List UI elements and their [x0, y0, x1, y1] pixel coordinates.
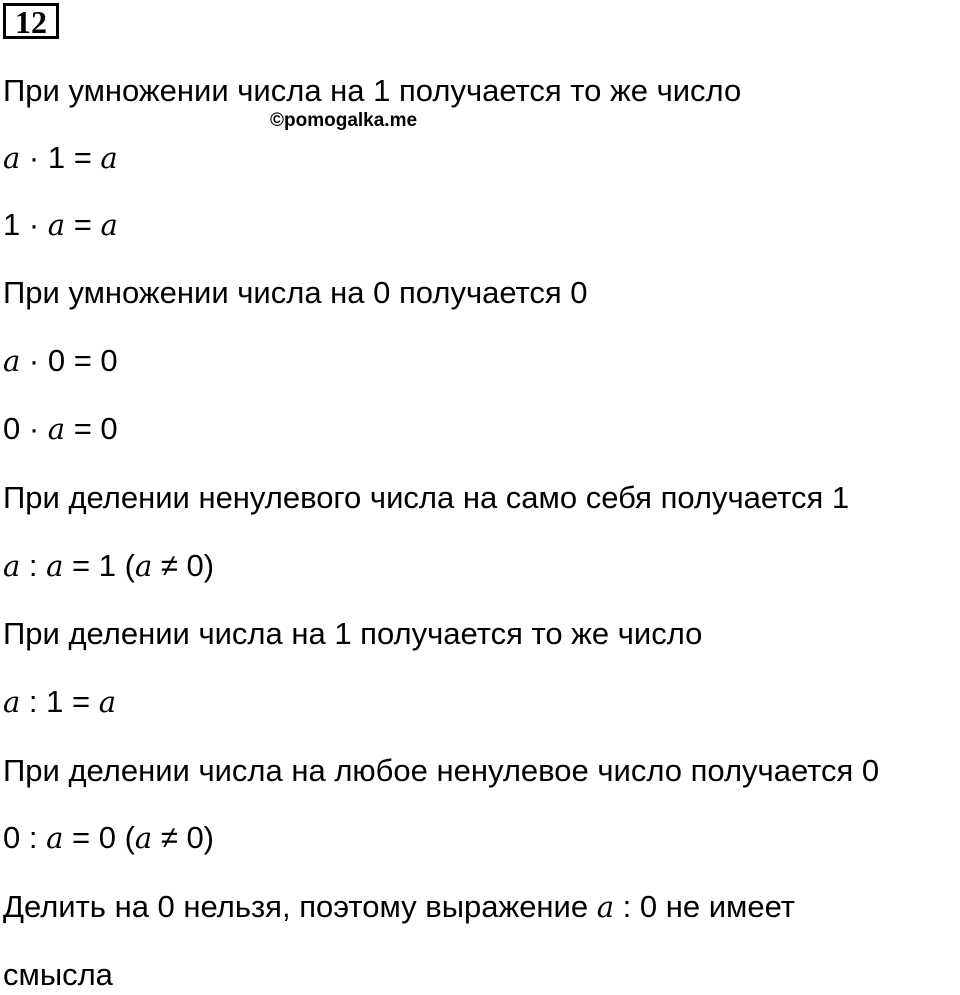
formula-part: 0 :: [3, 820, 47, 855]
variable-a: a: [46, 549, 64, 583]
formula-1-times-a: [3, 205, 118, 245]
task-number: 12: [15, 4, 47, 40]
variable-a: a: [3, 549, 21, 583]
rule-multiply-by-zero: При умножении числа на 0 получается 0: [3, 275, 588, 310]
rule-divide-by-self: При делении ненулевого числа на само себя получается 1: [3, 480, 850, 515]
formula-part: · 1 =: [20, 140, 101, 175]
formula-part: 0 ·: [3, 411, 48, 446]
variable-a: a: [3, 141, 21, 175]
formula-a-div-a: [3, 546, 214, 586]
rule-divide-by-zero-end: смысла: [3, 957, 113, 992]
variable-a: a: [100, 208, 118, 242]
rule-divide-by-one: При делении числа на 1 получается то же число: [3, 616, 703, 651]
formula-part: =: [65, 207, 101, 242]
variable-a: a: [47, 208, 66, 242]
variable-a: a: [46, 821, 64, 855]
formula-part: = 0 (: [63, 820, 135, 855]
formula-a-times-1: [3, 138, 118, 178]
text-part: : 0 не имеет: [614, 889, 795, 924]
rule-zero-divided: При делении числа на любое ненулевое число получается 0: [3, 753, 880, 788]
watermark: ©pomogalka.me: [270, 110, 418, 131]
task-number-box: [3, 3, 59, 39]
formula-part: · 0 = 0: [20, 343, 118, 378]
formula-part: ≠ 0): [152, 820, 215, 855]
formula-part: :: [20, 548, 47, 583]
formula-part: = 1 (: [63, 548, 135, 583]
formula-0-times-a: [3, 409, 118, 449]
variable-a: a: [3, 344, 21, 378]
formula-part: 1 ·: [3, 207, 48, 242]
rule-divide-by-zero: [3, 887, 795, 927]
variable-a: a: [596, 890, 615, 924]
variable-a: a: [134, 549, 153, 583]
variable-a: a: [47, 412, 66, 446]
rule-multiply-by-one: При умножении числа на 1 получается то же число: [3, 73, 742, 108]
variable-a: a: [98, 685, 117, 719]
variable-a: a: [100, 141, 118, 175]
formula-part: ≠ 0): [152, 548, 215, 583]
formula-part: = 0: [65, 411, 118, 446]
formula-a-times-0: [3, 341, 118, 381]
formula-0-div-a: [3, 818, 214, 858]
variable-a: a: [134, 821, 153, 855]
formula-a-div-1: [3, 682, 116, 722]
formula-part: : 1 =: [20, 684, 99, 719]
variable-a: a: [3, 685, 21, 719]
text-part: Делить на 0 нельзя, поэтому выражение: [3, 889, 597, 924]
